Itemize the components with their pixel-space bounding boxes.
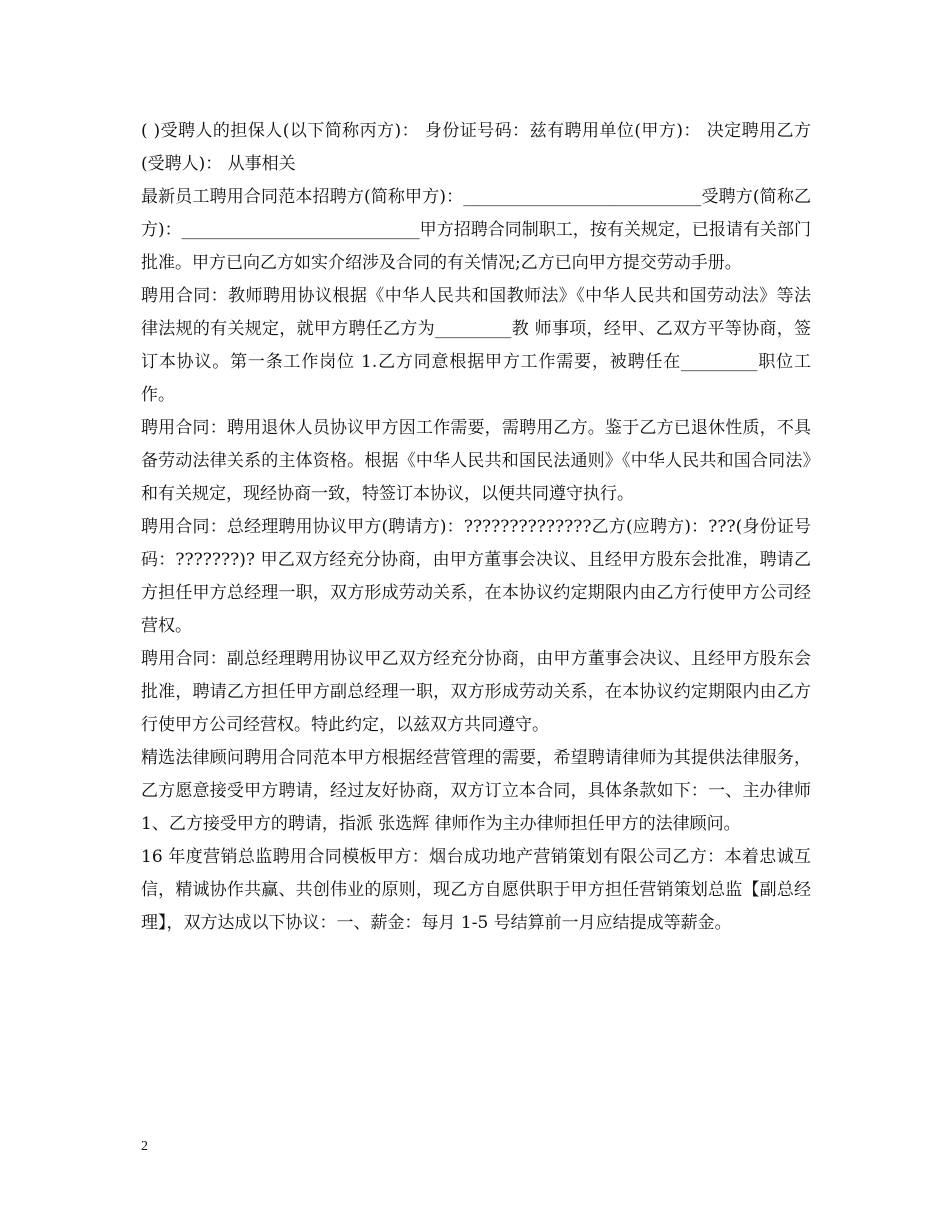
paragraph-teacher-contract: 聘用合同：教师聘用协议根据《中华人民共和国教师法》《中华人民共和国劳动法》等法律法规的有关规定，就甲方聘任乙方为_________教 师事项，经甲、乙双方平等协商，签订本协议。第一条工作岗位 1.乙方同意根据甲方工作需要，被聘任在_________职位工作。 (141, 286, 811, 405)
paragraph-employee-contract: 最新员工聘用合同范本招聘方(简称甲方)：____________________________受聘方(简称乙方)：____________________________甲方招聘合同制职工，按有关规定，已报请有关部门批准。甲方已向乙方如实介绍涉及合同的有关情况;乙方已向甲方提交劳动手册。 (141, 187, 811, 273)
paragraph-marketing-director-contract: 16 年度营销总监聘用合同模板甲方：烟台成功地产营销策划有限公司乙方：本着忠诚互信，精诚协作共赢、共创伟业的原则，现乙方自愿供职于甲方担任营销策划总监【副总经理】，双方达成以下协议：一、薪金：每月 1-5 号结算前一月应结提成等薪金。 (141, 847, 811, 933)
paragraph-guarantor: ( )受聘人的担保人(以下简称丙方)： 身份证号码：兹有聘用单位(甲方)： 决定聘用乙方(受聘人)： 从事相关 (141, 121, 811, 174)
document-body (141, 115, 811, 940)
paragraph-retiree-contract: 聘用合同：聘用退休人员协议甲方因工作需要，需聘用乙方。鉴于乙方已退休性质，不具备劳动法律关系的主体资格。根据《中华人民共和国民法通则》《中华人民共和国合同法》和有关规定，现经协商一致，特签订本协议，以便共同遵守执行。 (141, 418, 811, 504)
paragraph-deputy-manager-contract: 聘用合同：副总经理聘用协议甲乙双方经充分协商，由甲方董事会决议、且经甲方股东会批准，聘请乙方担任甲方副总经理一职，双方形成劳动关系，在本协议约定期限内由乙方行使甲方公司经营权。特此约定，以兹双方共同遵守。 (141, 649, 811, 735)
paragraph-legal-counsel-contract: 精选法律顾问聘用合同范本甲方根据经营管理的需要，希望聘请律师为其提供法律服务，乙方愿意接受甲方聘请，经过友好协商，双方订立本合同，具体条款如下：一、主办律师 1、乙方接受甲方的聘请，指派 张选辉 律师作为主办律师担任甲方的法律顾问。 (141, 748, 811, 834)
page-number: 2 (141, 1139, 148, 1154)
paragraph-general-manager-contract: 聘用合同：总经理聘用协议甲方(聘请方)：??????????????乙方(应聘方)：???(身份证号码：???????)? 甲乙双方经充分协商，由甲方董事会决议、且经甲方股东会批准，聘请乙方担任甲方总经理一职，双方形成劳动关系，在本协议约定期限内由乙方行使甲方公司经营权。 (141, 517, 811, 636)
